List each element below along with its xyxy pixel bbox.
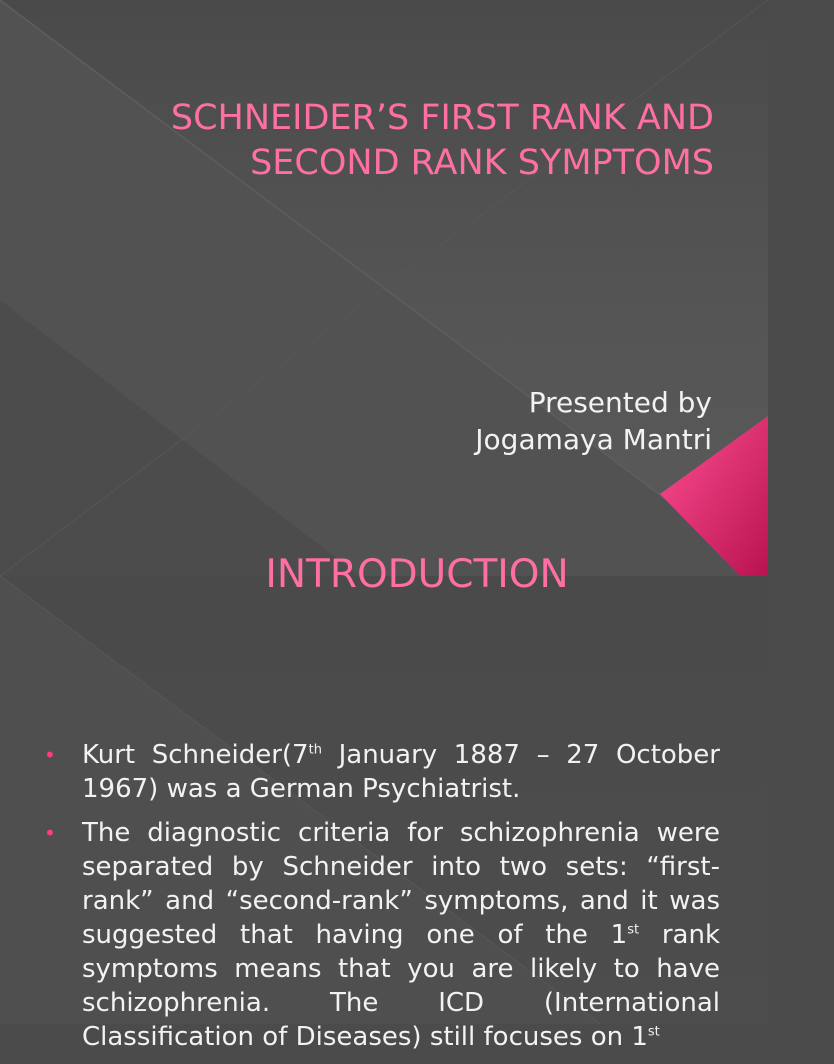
bullet-item [44,738,720,806]
title-line-1: SCHNEIDER’S FIRST RANK AND [170,98,714,138]
pink-dot-icon: • [44,821,56,845]
superscript: st [647,1024,660,1040]
slide-background-decoration [0,0,768,576]
slide-title [54,96,714,186]
bullet-text-cont: January 1887 – 27 October 1967) was a German Psychiatrist. [82,740,720,804]
presenter-label: Presented by [528,386,712,419]
bullet-text: Kurt Schneider(7 [82,740,309,770]
introduction-slide [0,552,768,1052]
title-line-2: SECOND RANK SYMPTOMS [250,143,714,183]
bullet-text: The diagnostic criteria for schizophrenia were separated by Schneider into two sets: “first-rank” and “second-rank” symptoms, and it was suggested that having one of the 1 [82,818,720,950]
presenter-block [475,384,712,458]
superscript: st [627,922,640,938]
bullet-list [44,738,720,1064]
superscript: th [308,742,322,758]
slide-title: INTRODUCTION [265,552,569,597]
pink-dot-icon: • [44,743,56,767]
bullet-item [44,816,720,1054]
bullet-text-cont: rank symptoms means that you are likely to have schizophrenia. The ICD (International Classification of Diseases) still focuses on 1 [82,920,720,1052]
title-slide [0,0,768,576]
presenter-name: Jogamaya Mantri [475,423,712,456]
